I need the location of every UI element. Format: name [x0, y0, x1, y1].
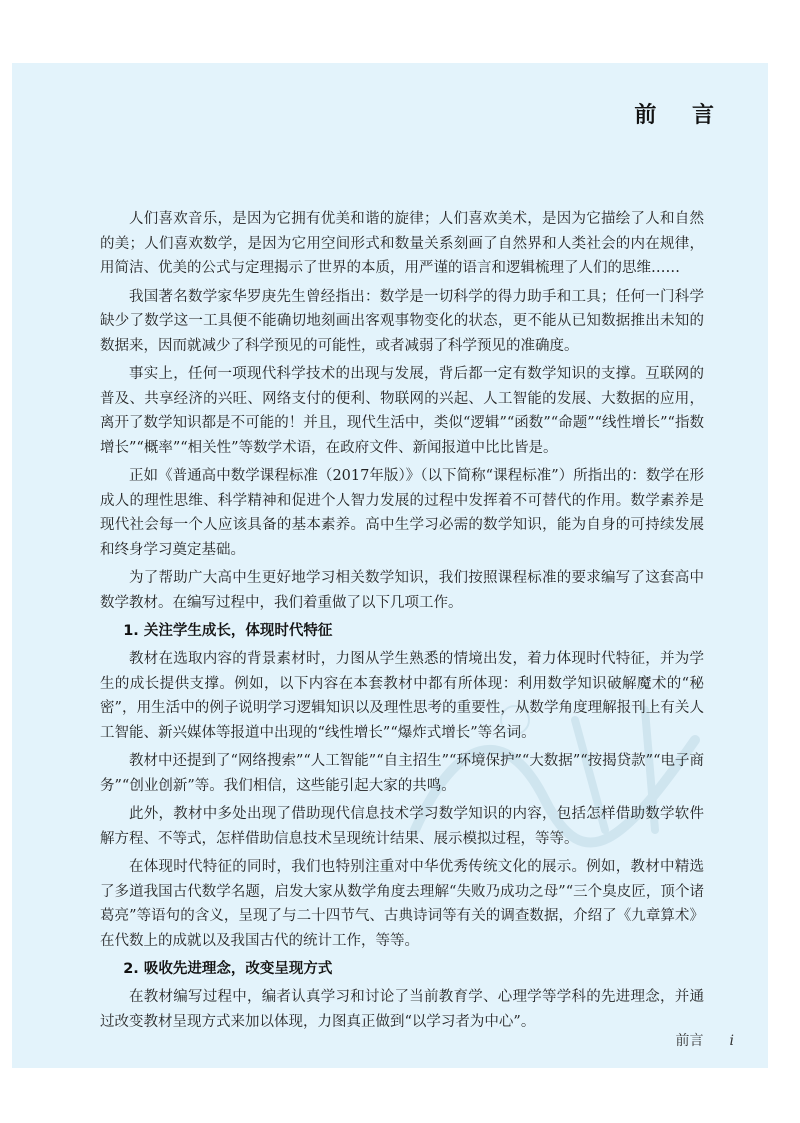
paragraph: 正如《普通高中数学课程标准（2017年版）》（以下简称“课程标准”）所指出的：数学在形成人的理性思维、科学精神和促进个人智力发展的过程中发挥着不可替代的作用。数学素养是现代社会每一个人应该具备的基本素养。高中生学习必需的数学知识，能为自身的可持续发展和终身学习奠定基础。	[100, 468, 704, 558]
paragraph: 此外，教材中多处出现了借助现代信息技术学习数学知识的内容，包括怎样借助数学软件解方程、不等式，怎样借助信息技术呈现统计结果、展示模拟过程，等等。	[100, 806, 704, 847]
paragraph: 我国著名数学家华罗庚先生曾经指出：数学是一切科学的得力助手和工具；任何一门科学缺少了数学这一工具便不能确切地刻画出客观事物变化的状态，更不能从已知数据推出未知的数据来，因而就减少了科学预见的可能性，或者减弱了科学预见的准确度。	[100, 288, 704, 354]
page-footer	[676, 1030, 734, 1050]
paragraph: 为了帮助广大高中生更好地学习相关数学知识，我们按照课程标准的要求编写了这套高中数学教材。在编写过程中，我们着重做了以下几项工作。	[100, 570, 704, 611]
preface-body	[100, 207, 704, 1038]
paragraph: 人们喜欢音乐，是因为它拥有优美和谐的旋律；人们喜欢美术，是因为它描绘了人和自然的美；人们喜欢数学，是因为它用空间形式和数量关系刻画了自然界和人类社会的内在规律，用简洁、优美的公式与定理揭示了世界的本质，用严谨的语言和逻辑梳理了人们的思维……	[100, 211, 704, 276]
footer-label: 前言	[675, 1033, 704, 1049]
section-heading: 2. 吸收先进理念，改变呈现方式	[123, 961, 333, 977]
page-number: i	[729, 1033, 734, 1049]
page-title: 前 言	[634, 102, 728, 128]
paragraph: 在体现时代特征的同时，我们也特别注重对中华优秀传统文化的展示。例如，教材中精选了多道我国古代数学名题，启发大家从数学角度去理解“失败乃成功之母”“三个臭皮匠，顶个诸葛亮”等语句的含义，呈现了与二十四节气、古典诗词等有关的调查数据，介绍了《九章算术》在代数上的成就以及我国古代的统计工作，等等。	[100, 859, 704, 949]
paragraph: 教材中还提到了“网络搜索”“人工智能”“自主招生”“环境保护”“大数据”“按揭贷款”“电子商务”“创业创新”等。我们相信，这些能引起大家的共鸣。	[100, 753, 704, 794]
paragraph: 在教材编写过程中，编者认真学习和讨论了当前教育学、心理学等学科的先进理念，并通过改变教材呈现方式来加以体现，力图真正做到“以学习者为中心”。	[100, 989, 704, 1030]
paragraph: 事实上，任何一项现代科学技术的出现与发展，背后都一定有数学知识的支撑。互联网的普及、共享经济的兴旺、网络支付的便利、物联网的兴起、人工智能的发展、大数据的应用，离开了数学知识都是不可能的！并且，现代生活中，类似“逻辑”“函数”“命题”“线性增长”“指数增长”“概率”“相关性”等数学术语，在政府文件、新闻报道中比比皆是。	[100, 366, 704, 456]
paragraph: 教材在选取内容的背景素材时，力图从学生熟悉的情境出发，着力体现时代特征，并为学生的成长提供支撑。例如，以下内容在本套教材中都有所体现：利用数学知识破解魔术的“秘密”，用生活中的例子说明学习逻辑知识以及理性思考的重要性，从数学角度理解报刊上有关人工智能、新兴媒体等报道中出现的“线性增长”“爆炸式增长”等名词。	[100, 651, 704, 741]
section-heading: 1. 关注学生成长，体现时代特征	[123, 623, 333, 639]
